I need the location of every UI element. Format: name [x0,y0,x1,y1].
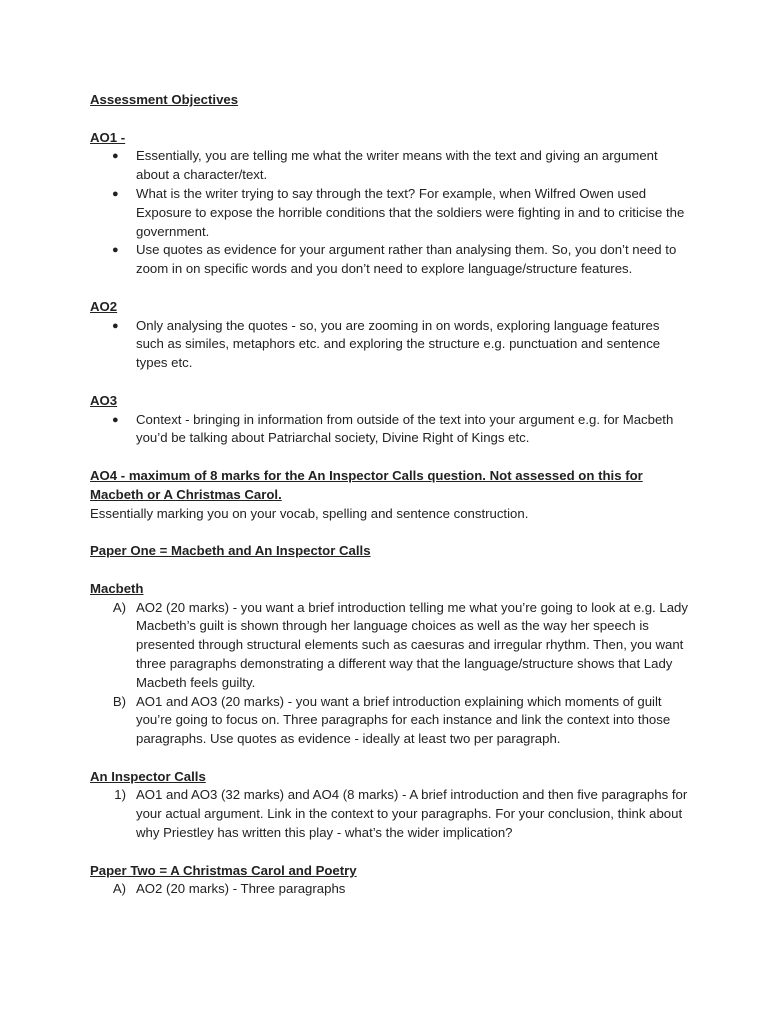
bullet-icon: ● [112,244,119,257]
list-item-text: Context - bringing in information from outside of the text into your argument e.g. for Macbeth you’d be talking about Patriarchal society, Divine Right of Kings etc. [136,411,674,446]
list-item [90,241,690,279]
list-item [90,599,690,693]
document-body [90,91,690,899]
list-item [90,147,690,185]
bullet-icon: ● [112,319,119,332]
list-item [90,411,690,449]
ao2-heading: AO2 [90,298,118,314]
paper-two-list [90,880,690,899]
list-item [90,185,690,241]
list-marker: 1) [114,787,126,803]
ao4-heading: AO4 - maximum of 8 marks for the An Inspector Calls question. Not assessed on this for Macbeth or A Christmas Carol. [90,467,643,502]
list-item [90,317,690,373]
ao3-heading: AO3 [90,392,118,408]
bullet-icon: ● [112,187,119,200]
ao3-list [90,411,690,449]
macbeth-list [90,599,690,749]
inspector-calls-list [90,786,690,842]
ao1-list [90,147,690,279]
ao2-list [90,317,690,373]
paper-two-heading: Paper Two = A Christmas Carol and Poetry [90,862,357,878]
macbeth-heading: Macbeth [90,580,144,596]
list-marker: B) [112,693,126,709]
list-item-text: Essentially, you are telling me what the writer means with the text and giving an argument about a character/text. [136,148,658,183]
list-item-text: Use quotes as evidence for your argument rather than analysing them. So, you don’t need to zoom in on specific words and you don’t need to explore language/structure features. [136,242,677,277]
bullet-icon: ● [112,150,119,163]
list-item-text: AO1 and AO3 (20 marks) - you want a brief introduction explaining which moments of guilt you’re going to focus on. Three paragraphs for each instance and link the context into those paragraphs. Use quotes as evidence - ideally at least two per paragraph. [136,693,671,747]
ao4-description: Essentially marking you on your vocab, spelling and sentence construction. [90,505,529,521]
list-item-text: AO2 (20 marks) - Three paragraphs [136,881,346,897]
list-item-text: What is the writer trying to say through the text? For example, when Wilfred Owen used Exposure to expose the horrible conditions that the soldiers were fighting in and to criticise the government. [136,185,685,239]
assessment-objectives-heading: Assessment Objectives [90,92,239,107]
bullet-icon: ● [112,413,119,426]
list-marker: A) [112,599,126,615]
list-item [90,693,690,749]
list-item-text: Only analysing the quotes - so, you are zooming in on words, exploring language features such as similes, metaphors etc. and exploring the structure e.g. punctuation and sentence types etc. [136,317,661,371]
paper-one-heading: Paper One = Macbeth and An Inspector Calls [90,543,371,559]
inspector-calls-heading: An Inspector Calls [90,768,206,784]
list-item [90,786,690,842]
list-item-text: AO2 (20 marks) - you want a brief introduction telling me what you’re going to look at e.g. Lady Macbeth’s guilt is shown through her language choices as well as the way her speech is presented through structural elements such as caesuras and irregular rhythm. Then, you want three paragraphs demonstrating a different way that the language/structure shows that Lady Macbeth feels guilty. [136,599,688,690]
ao1-heading: AO1 - [90,129,126,145]
list-item-text: AO1 and AO3 (32 marks) and AO4 (8 marks) - A brief introduction and then five paragraphs for your actual argument. Link in the context to your paragraphs. For your conclusion, think about why Priestley has written this play - what’s the wider implication? [136,787,688,841]
list-item [90,880,690,899]
list-marker: A) [112,881,126,897]
